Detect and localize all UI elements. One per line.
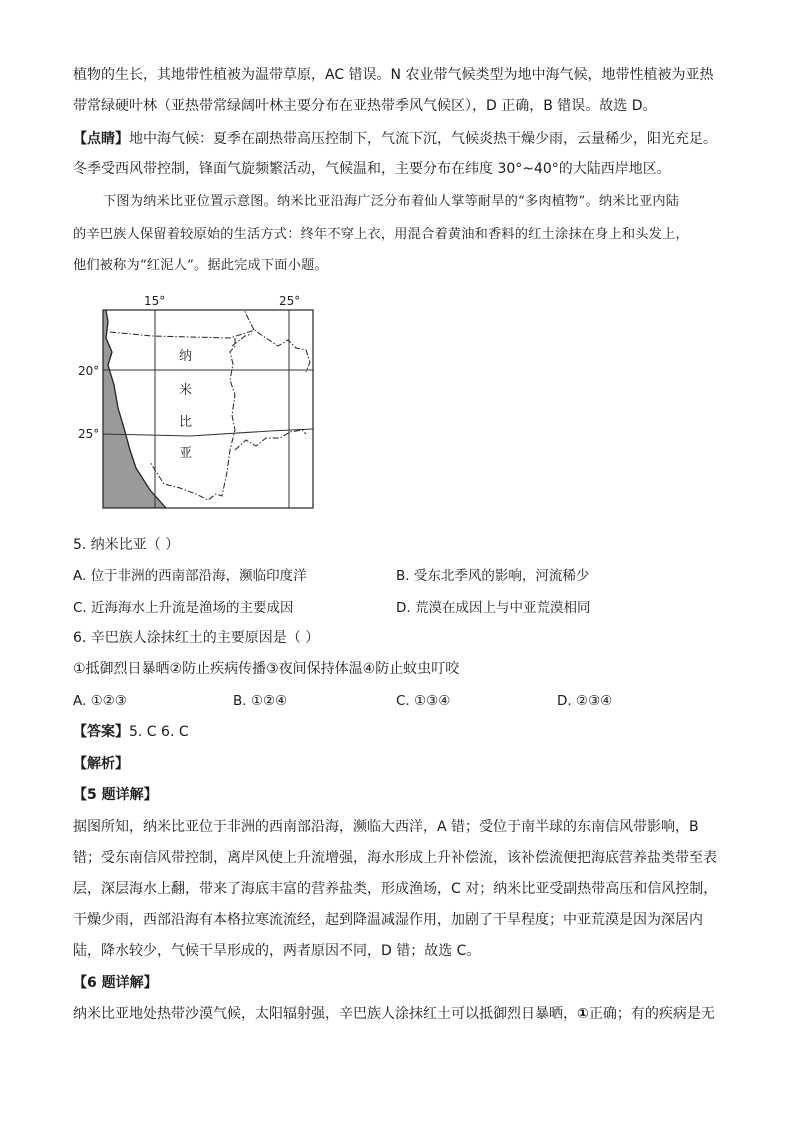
- q6-option-b: B. ①②④: [233, 693, 288, 709]
- intro-line: 他们被称为“红泥人”。据此完成下面小题。: [73, 258, 328, 273]
- note-line: [73, 131, 717, 147]
- note-text: 地中海气候：夏季在副热带高压控制下，气流下沉，气候炎热干燥少雨，云量稀少，阳光充足。: [129, 131, 717, 147]
- lat-label-20: 20°: [78, 364, 100, 378]
- text-line: 植物的生长，其地带性植被为温带草原，AC 错误。N 农业带气候类型为地中海气候，地带性植被为亚热: [73, 67, 714, 83]
- intro-line: 下图为纳米比亚位置示意图。纳米比亚沿海广泛分布着仙人掌等耐旱的“多肉植物”。纳米比亚内陆: [103, 194, 680, 209]
- question-6-choices: ①抵御烈日暴晒②防止疾病传播③夜间保持体温④防止蚊虫叮咬: [73, 661, 460, 677]
- q5-option-b: B. 受东北季风的影响，河流稀少: [396, 568, 590, 584]
- detail-5-line: 陆，降水较少，气候干旱形成的，两者原因不同，D 错；故选 C。: [73, 943, 481, 959]
- answer-text: 5. C 6. C: [129, 724, 189, 740]
- detail-6-text: 纳米比亚地处热带沙漠气候，太阳辐射强，辛巴族人涂抹红土可以抵御烈日暴晒，: [73, 1006, 577, 1022]
- detail-6-rest: 正确；有的疾病是无: [588, 1006, 715, 1022]
- note-label: 【点睛】: [73, 131, 129, 147]
- detail-6-mark: ①: [577, 1006, 589, 1022]
- q6-option-d: D. ②③④: [557, 693, 613, 709]
- text-line: 带常绿硬叶林（亚热带常绿阔叶林主要分布在亚热带季风气候区），D 正确，B 错误。故选 D。: [73, 98, 657, 114]
- country-name-char: 亚: [179, 446, 193, 461]
- note-line: 冬季受西风带控制，锋面气旋频繁活动，气候温和，主要分布在纬度 30°~40°的大陆西岸地区。: [73, 161, 671, 177]
- analysis-label: 【解析】: [73, 756, 129, 772]
- latitude-line-25: [103, 429, 313, 436]
- detail-6-line: [73, 1006, 715, 1022]
- q5-option-d: D. 荒漠在成因上与中亚荒漠相同: [396, 600, 591, 616]
- intro-line: 的辛巴族人保留着较原始的生活方式：终年不穿上衣，用混合着黄油和香料的红土涂抹在身上和头发上，: [73, 227, 689, 242]
- detail-5-line: 层，深层海水上翻，带来了海底丰富的营养盐类，形成渔场，C 对；纳米比亚受副热带高压和信风控制，: [73, 881, 718, 897]
- country-border: [110, 310, 310, 500]
- question-5-stem: 5. 纳米比亚（ ）: [73, 537, 180, 553]
- detail-6-label: 【6 题详解】: [73, 975, 158, 991]
- lon-label-25: 25°: [279, 294, 301, 308]
- country-name-char: 比: [179, 415, 193, 430]
- detail-5-label: 【5 题详解】: [73, 787, 158, 803]
- detail-5-line: 干燥少雨，西部沿海有本格拉寒流流经，起到降温减湿作用，加剧了干旱程度；中亚荒漠是因为深居内: [73, 912, 703, 928]
- q6-option-a: A. ①②③: [73, 693, 127, 709]
- answer-line: [73, 724, 189, 740]
- country-name-char: 纳: [179, 349, 193, 364]
- lon-label-15: 15°: [144, 294, 166, 308]
- q5-option-c: C. 近海海水上升流是渔场的主要成因: [73, 600, 294, 616]
- question-6-stem: 6. 辛巴族人涂抹红土的主要原因是（ ）: [73, 630, 320, 646]
- lat-label-25: 25°: [78, 427, 100, 441]
- q5-option-a: A. 位于非洲的西南部沿海，濒临印度洋: [73, 568, 307, 584]
- country-name-char: 米: [179, 383, 193, 398]
- answer-label: 【答案】: [73, 724, 129, 740]
- namibia-location-map: [70, 290, 320, 515]
- ocean-area: [103, 310, 166, 508]
- detail-5-line: 错；受东南信风带控制，离岸风使上升流增强，海水形成上升补偿流，该补偿流便把海底营养盐类带至表: [73, 850, 717, 866]
- q6-option-c: C. ①③④: [396, 693, 451, 709]
- detail-5-line: 据图所知，纳米比亚位于非洲的西南部沿海，濒临大西洋，A 错；受位于南半球的东南信风带影响，B: [73, 819, 699, 835]
